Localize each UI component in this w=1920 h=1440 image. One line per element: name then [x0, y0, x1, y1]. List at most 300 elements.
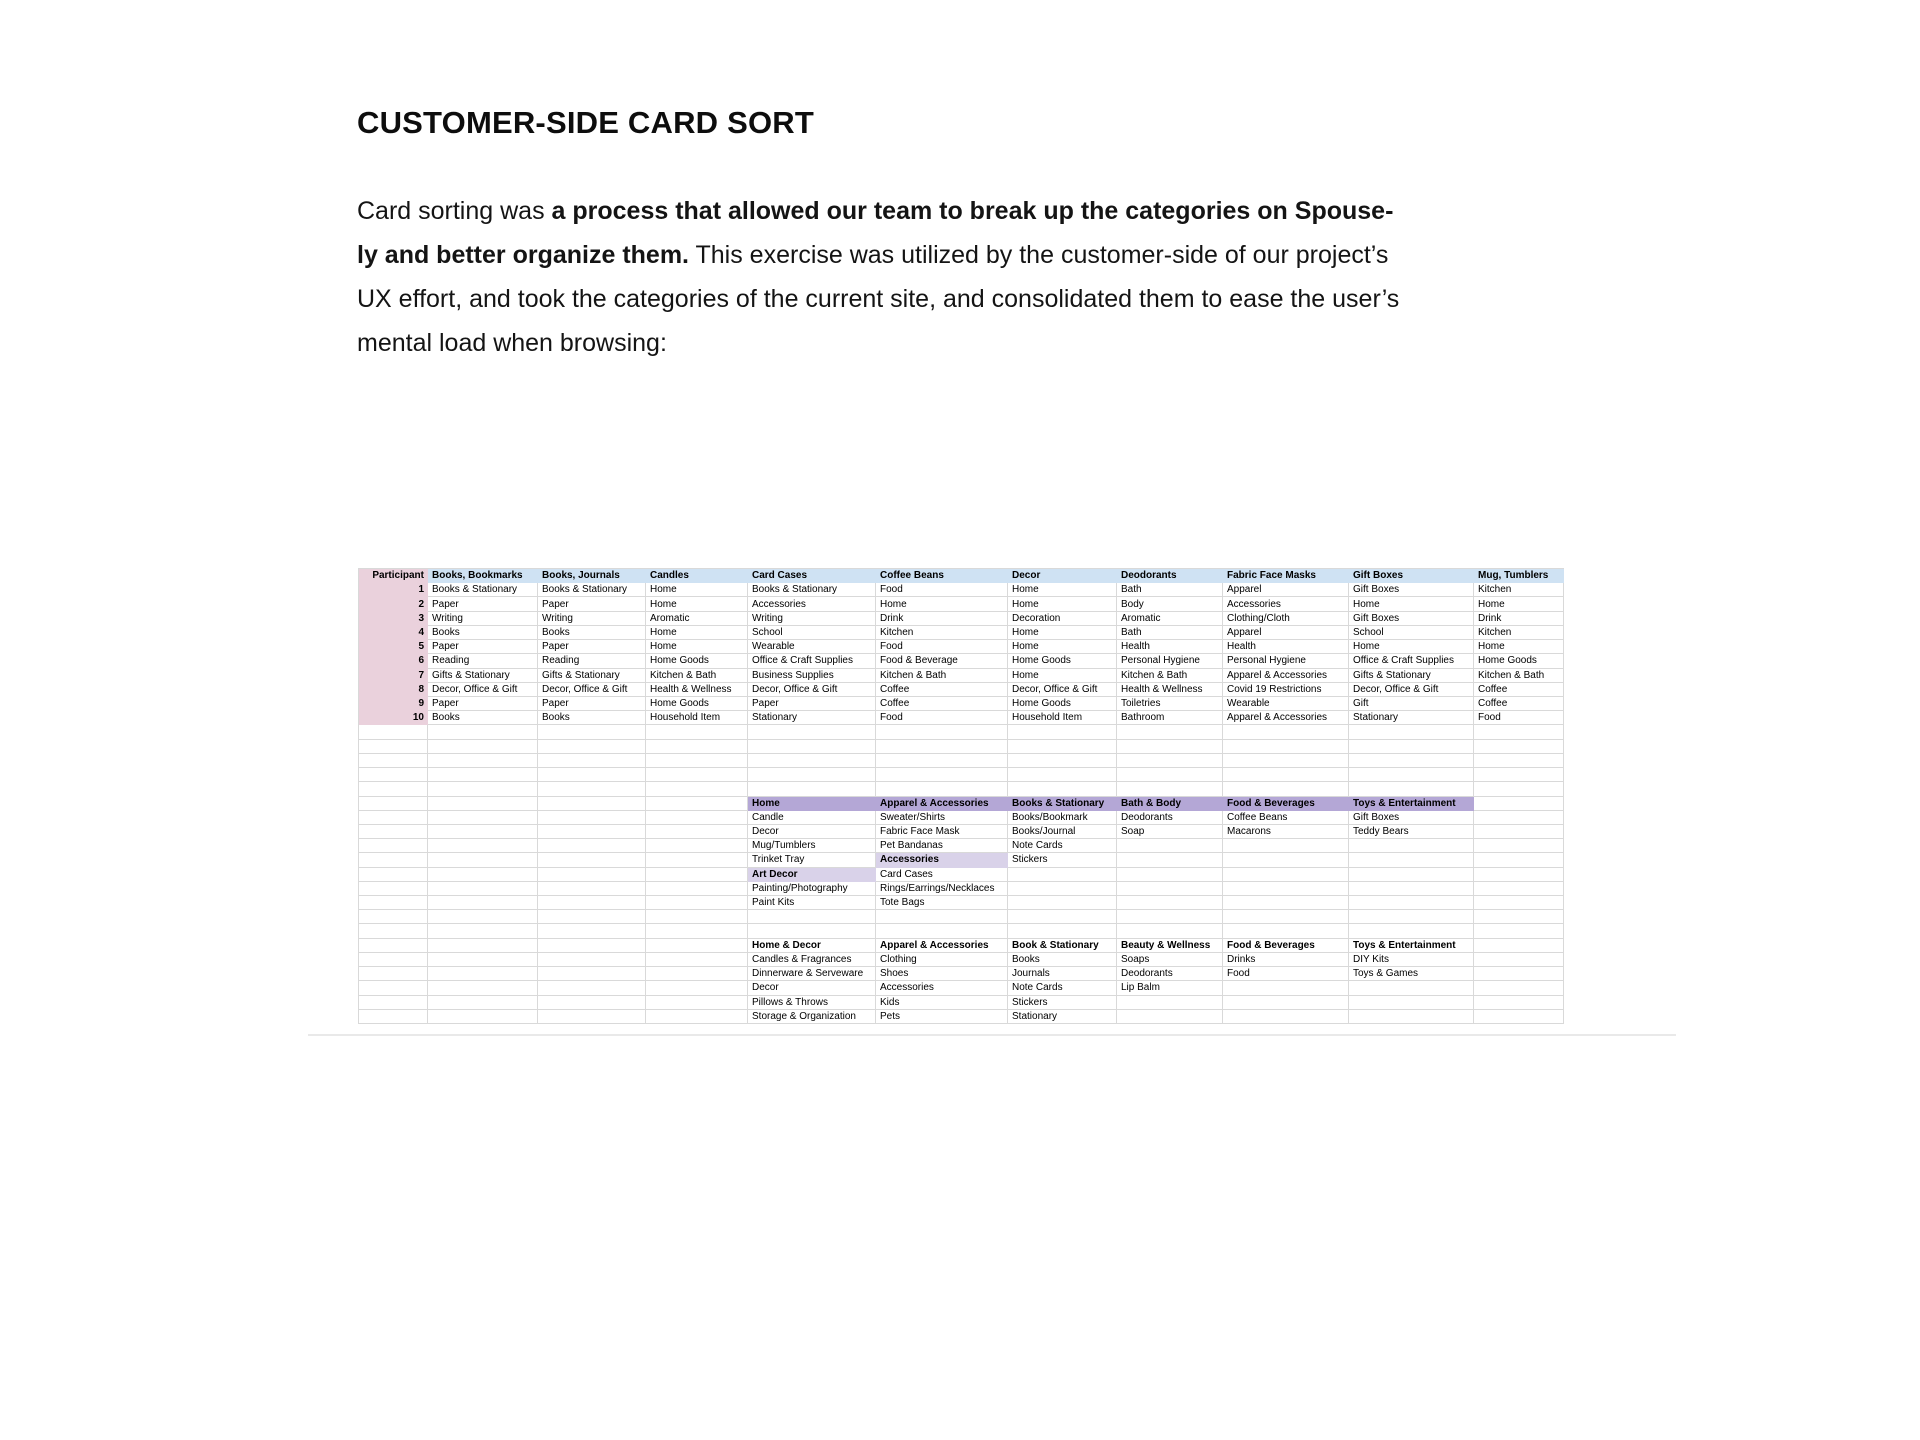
- sheet-cell-empty: [748, 910, 876, 924]
- sheet-cell: Deodorants: [1117, 967, 1223, 981]
- sheet-cell-empty: [1223, 910, 1349, 924]
- sheet-cell: Teddy Bears: [1349, 825, 1474, 839]
- sheet-cell: Fabric Face Mask: [876, 825, 1008, 839]
- sheet-cell-empty: [1117, 996, 1223, 1010]
- sheet-cell: Gift: [1349, 697, 1474, 711]
- sheet-cell-empty: [359, 996, 428, 1010]
- intro-text-segment: UX effort, and took the categories of the current site, and consolidated them to ease the user’s: [357, 285, 1400, 313]
- sheet-cell-empty: [1349, 839, 1474, 853]
- sheet-cell-empty: [1349, 768, 1474, 782]
- sheet-cell-empty: [538, 853, 646, 867]
- sheet-cell: Home: [1474, 640, 1564, 654]
- sheet-cell: Food: [876, 583, 1008, 597]
- sheet-cell-empty: [1117, 868, 1223, 882]
- sheet-cell: Wearable: [748, 640, 876, 654]
- sheet-cell: Bathroom: [1117, 711, 1223, 725]
- sheet-cell-empty: [1223, 996, 1349, 1010]
- sheet-cell-empty: [1008, 882, 1117, 896]
- intro-text-segment: This exercise was utilized by the customer-side of our project’s: [689, 241, 1389, 269]
- sheet-cell: Personal Hygiene: [1223, 654, 1349, 668]
- sheet-cell-empty: [1223, 725, 1349, 739]
- sheet-cell-empty: [538, 868, 646, 882]
- sheet-cell-empty: [876, 782, 1008, 796]
- column-header-cell: Candles: [646, 569, 748, 583]
- sheet-cell-empty: [748, 725, 876, 739]
- sheet-cell: Food & Beverage: [876, 654, 1008, 668]
- sheet-cell-empty: [428, 725, 538, 739]
- sheet-cell-empty: [359, 839, 428, 853]
- sheet-cell-empty: [1349, 924, 1474, 938]
- sheet-cell-empty: [428, 896, 538, 910]
- sheet-cell-empty: [876, 768, 1008, 782]
- sheet-cell: Home: [1008, 583, 1117, 597]
- sheet-cell: Apparel & Accessories: [1223, 669, 1349, 683]
- sheet-cell: Decor, Office & Gift: [1349, 683, 1474, 697]
- sheet-cell-empty: [1008, 740, 1117, 754]
- sheet-cell-empty: [646, 740, 748, 754]
- intro-paragraph: [357, 189, 1657, 365]
- sheet-cell-empty: [359, 811, 428, 825]
- sheet-cell-empty: [1008, 910, 1117, 924]
- sheet-cell-empty: [646, 996, 748, 1010]
- sheet-cell-empty: [876, 725, 1008, 739]
- page-title: CUSTOMER-SIDE CARD SORT: [357, 104, 814, 140]
- sheet-cell-empty: [1008, 896, 1117, 910]
- sheet-cell-empty: [359, 797, 428, 811]
- sheet-cell-empty: [359, 1010, 428, 1024]
- sheet-cell-empty: [428, 811, 538, 825]
- sheet-cell-empty: [876, 910, 1008, 924]
- sheet-cell: Office & Craft Supplies: [748, 654, 876, 668]
- sheet-cell-empty: [428, 825, 538, 839]
- sheet-cell-empty: [1349, 1010, 1474, 1024]
- final-group-header-cell: Apparel & Accessories: [876, 939, 1008, 953]
- sheet-cell-empty: [428, 967, 538, 981]
- sheet-cell: Food: [1223, 967, 1349, 981]
- sheet-cell-empty: [359, 825, 428, 839]
- sheet-cell-empty: [538, 882, 646, 896]
- sheet-cell: Coffee Beans: [1223, 811, 1349, 825]
- sheet-cell: Kitchen: [876, 626, 1008, 640]
- sheet-cell: Home: [1349, 597, 1474, 611]
- sheet-cell: Home: [1008, 640, 1117, 654]
- sheet-cell: Writing: [428, 612, 538, 626]
- column-header-cell: Gift Boxes: [1349, 569, 1474, 583]
- sheet-cell: Aromatic: [1117, 612, 1223, 626]
- sheet-cell: Accessories: [748, 597, 876, 611]
- sheet-cell-empty: [428, 797, 538, 811]
- sheet-cell-empty: [646, 797, 748, 811]
- sheet-cell-empty: [1349, 868, 1474, 882]
- sheet-cell-empty: [359, 740, 428, 754]
- sheet-cell: Gifts & Stationary: [1349, 669, 1474, 683]
- sheet-cell-empty: [646, 853, 748, 867]
- sheet-cell-empty: [1223, 839, 1349, 853]
- intro-bold-segment: a process that allowed our team to break up the categories on Spouse-: [551, 197, 1394, 225]
- sheet-cell: Home: [646, 640, 748, 654]
- sheet-cell-empty: [359, 868, 428, 882]
- intro-bold-segment: ly and better organize them.: [357, 241, 690, 269]
- sheet-cell: Writing: [748, 612, 876, 626]
- sheet-cell-empty: [646, 910, 748, 924]
- sheet-cell-empty: [428, 910, 538, 924]
- sheet-cell-empty: [428, 768, 538, 782]
- sheet-cell-empty: [428, 868, 538, 882]
- final-group-header-cell: Toys & Entertainment: [1349, 939, 1474, 953]
- sheet-cell: Drinks: [1223, 953, 1349, 967]
- sheet-cell: Kitchen & Bath: [1474, 669, 1564, 683]
- sheet-cell-empty: [428, 981, 538, 995]
- sheet-cell-empty: [359, 896, 428, 910]
- sheet-cell-empty: [1349, 896, 1474, 910]
- sheet-cell: Books: [538, 626, 646, 640]
- sheet-cell-empty: [538, 896, 646, 910]
- sheet-cell: Paper: [538, 597, 646, 611]
- sheet-cell-empty: [646, 754, 748, 768]
- intro-text-segment: mental load when browsing:: [357, 329, 667, 357]
- sheet-cell-empty: [1474, 967, 1564, 981]
- sheet-cell: Card Cases: [876, 868, 1008, 882]
- sheet-cell: Decor, Office & Gift: [748, 683, 876, 697]
- sheet-cell: Drink: [1474, 612, 1564, 626]
- sheet-cell: Kitchen & Bath: [876, 669, 1008, 683]
- sheet-cell: Decor, Office & Gift: [538, 683, 646, 697]
- sheet-cell: Decor: [748, 825, 876, 839]
- sheet-cell-empty: [359, 967, 428, 981]
- sheet-cell-empty: [1474, 782, 1564, 796]
- sheet-cell-empty: [1008, 768, 1117, 782]
- sheet-cell-empty: [359, 782, 428, 796]
- sheet-cell: Reading: [538, 654, 646, 668]
- sheet-cell: Books/Journal: [1008, 825, 1117, 839]
- sheet-cell-empty: [646, 868, 748, 882]
- sort-group-header-cell: Books & Stationary: [1008, 797, 1117, 811]
- sheet-cell-empty: [876, 924, 1008, 938]
- sheet-cell: Home: [1008, 597, 1117, 611]
- sheet-cell-empty: [1223, 782, 1349, 796]
- sheet-cell: Home Goods: [1008, 697, 1117, 711]
- sheet-cell-empty: [1474, 768, 1564, 782]
- sheet-cell: Decor, Office & Gift: [428, 683, 538, 697]
- sheet-cell-empty: [1223, 740, 1349, 754]
- card-sort-spreadsheet: [358, 568, 1564, 1024]
- sheet-cell-empty: [1223, 868, 1349, 882]
- sheet-cell: Home Goods: [646, 654, 748, 668]
- sheet-cell-empty: [1117, 768, 1223, 782]
- sheet-cell-empty: [1117, 782, 1223, 796]
- sheet-cell-empty: [646, 811, 748, 825]
- sheet-cell: Stickers: [1008, 853, 1117, 867]
- column-header-cell: Mug, Tumblers: [1474, 569, 1564, 583]
- sheet-cell-empty: [538, 768, 646, 782]
- sheet-cell-empty: [1474, 910, 1564, 924]
- sheet-cell: Health: [1117, 640, 1223, 654]
- sheet-cell-empty: [646, 981, 748, 995]
- sheet-cell-empty: [748, 740, 876, 754]
- participant-number-cell: 8: [359, 683, 428, 697]
- sheet-cell-empty: [428, 996, 538, 1010]
- column-header-cell: Card Cases: [748, 569, 876, 583]
- sheet-cell-empty: [1117, 839, 1223, 853]
- participant-number-cell: 1: [359, 583, 428, 597]
- sheet-cell-empty: [1474, 811, 1564, 825]
- sheet-cell-empty: [1117, 910, 1223, 924]
- sheet-cell: Painting/Photography: [748, 882, 876, 896]
- sheet-cell: Journals: [1008, 967, 1117, 981]
- sheet-cell: Stationary: [1008, 1010, 1117, 1024]
- sheet-cell: Soaps: [1117, 953, 1223, 967]
- sheet-cell: Note Cards: [1008, 981, 1117, 995]
- sheet-cell-empty: [359, 754, 428, 768]
- final-group-header-cell: Beauty & Wellness: [1117, 939, 1223, 953]
- sort-group-header-cell: Toys & Entertainment: [1349, 797, 1474, 811]
- sheet-cell-empty: [646, 924, 748, 938]
- participant-number-cell: 4: [359, 626, 428, 640]
- sheet-cell: Gift Boxes: [1349, 583, 1474, 597]
- sheet-cell: Apparel: [1223, 583, 1349, 597]
- sheet-cell: Paper: [428, 597, 538, 611]
- sheet-cell: Bath: [1117, 583, 1223, 597]
- sheet-cell: Kitchen: [1474, 626, 1564, 640]
- sheet-cell: Gifts & Stationary: [428, 669, 538, 683]
- sheet-cell-empty: [1117, 924, 1223, 938]
- sheet-cell: Kitchen & Bath: [646, 669, 748, 683]
- sheet-cell: Apparel & Accessories: [1223, 711, 1349, 725]
- sheet-cell: Stationary: [1349, 711, 1474, 725]
- sheet-cell-empty: [538, 996, 646, 1010]
- sheet-cell-empty: [428, 754, 538, 768]
- sheet-cell: Bath: [1117, 626, 1223, 640]
- sheet-cell: Storage & Organization: [748, 1010, 876, 1024]
- sheet-cell-empty: [1117, 740, 1223, 754]
- column-header-cell: Fabric Face Masks: [1223, 569, 1349, 583]
- sheet-cell: Home: [1474, 597, 1564, 611]
- sheet-cell-empty: [538, 725, 646, 739]
- sheet-cell-empty: [1117, 896, 1223, 910]
- sheet-cell: Business Supplies: [748, 669, 876, 683]
- sheet-cell-empty: [538, 1010, 646, 1024]
- sheet-cell-empty: [1474, 896, 1564, 910]
- sheet-cell-empty: [1223, 768, 1349, 782]
- sheet-cell: Home: [646, 597, 748, 611]
- sheet-cell: Stationary: [748, 711, 876, 725]
- sheet-cell: Kids: [876, 996, 1008, 1010]
- sheet-cell: Home Goods: [1474, 654, 1564, 668]
- sheet-cell: Home: [1008, 626, 1117, 640]
- sheet-cell-empty: [538, 910, 646, 924]
- column-header-cell: Decor: [1008, 569, 1117, 583]
- sheet-cell-empty: [1474, 754, 1564, 768]
- sheet-cell-empty: [1223, 924, 1349, 938]
- sheet-cell: Accessories: [1223, 597, 1349, 611]
- sheet-cell: Mug/Tumblers: [748, 839, 876, 853]
- sheet-cell-empty: [538, 981, 646, 995]
- sheet-cell-empty: [359, 939, 428, 953]
- sheet-cell-empty: [1349, 754, 1474, 768]
- sheet-cell-empty: [1474, 1010, 1564, 1024]
- sheet-cell: Home Goods: [1008, 654, 1117, 668]
- sheet-cell: Home: [646, 583, 748, 597]
- sheet-cell: Paint Kits: [748, 896, 876, 910]
- sheet-cell-empty: [1223, 896, 1349, 910]
- sheet-cell: Sweater/Shirts: [876, 811, 1008, 825]
- sheet-cell-empty: [1349, 996, 1474, 1010]
- sheet-cell: DIY Kits: [1349, 953, 1474, 967]
- sheet-cell: Writing: [538, 612, 646, 626]
- sheet-cell-empty: [1117, 725, 1223, 739]
- sheet-cell: Books & Stationary: [538, 583, 646, 597]
- sheet-cell: Drink: [876, 612, 1008, 626]
- embed-bottom-border: [308, 1034, 1676, 1036]
- sheet-cell-empty: [428, 953, 538, 967]
- participant-number-cell: 2: [359, 597, 428, 611]
- sheet-cell-empty: [646, 839, 748, 853]
- sheet-cell: Books: [428, 626, 538, 640]
- sheet-cell-empty: [538, 953, 646, 967]
- final-group-header-cell: Book & Stationary: [1008, 939, 1117, 953]
- sheet-cell-empty: [538, 924, 646, 938]
- sort-group-header-cell: Apparel & Accessories: [876, 797, 1008, 811]
- sheet-cell: Home: [1008, 669, 1117, 683]
- sheet-cell-empty: [359, 725, 428, 739]
- sheet-cell-empty: [1474, 882, 1564, 896]
- sheet-cell: Rings/Earrings/Necklaces: [876, 882, 1008, 896]
- participant-number-cell: 6: [359, 654, 428, 668]
- sheet-cell-empty: [1008, 754, 1117, 768]
- sheet-cell: Food: [876, 711, 1008, 725]
- sheet-cell-empty: [428, 740, 538, 754]
- sheet-cell-empty: [1349, 782, 1474, 796]
- intro-text-segment: Card sorting was: [357, 197, 552, 225]
- sheet-cell-empty: [428, 939, 538, 953]
- sheet-cell-empty: [1474, 839, 1564, 853]
- sheet-cell-empty: [646, 725, 748, 739]
- sheet-cell: Household Item: [1008, 711, 1117, 725]
- sheet-cell-empty: [538, 740, 646, 754]
- sheet-cell: Health & Wellness: [1117, 683, 1223, 697]
- sheet-cell-empty: [1008, 924, 1117, 938]
- column-header-cell: Books, Bookmarks: [428, 569, 538, 583]
- sheet-cell-empty: [646, 939, 748, 953]
- final-group-header-cell: Food & Beverages: [1223, 939, 1349, 953]
- sheet-cell: Coffee: [876, 697, 1008, 711]
- sheet-cell-empty: [1117, 754, 1223, 768]
- sheet-cell: Toiletries: [1117, 697, 1223, 711]
- sheet-cell-empty: [748, 768, 876, 782]
- sheet-cell-empty: [538, 939, 646, 953]
- sheet-cell-empty: [1223, 853, 1349, 867]
- sheet-cell-empty: [538, 797, 646, 811]
- participant-number-cell: 5: [359, 640, 428, 654]
- sheet-cell-empty: [359, 910, 428, 924]
- sheet-cell-empty: [1474, 981, 1564, 995]
- sheet-cell: Decor, Office & Gift: [1008, 683, 1117, 697]
- sheet-cell: Books/Bookmark: [1008, 811, 1117, 825]
- sheet-cell: Pets: [876, 1010, 1008, 1024]
- sheet-cell-empty: [1474, 996, 1564, 1010]
- sheet-cell: Paper: [428, 640, 538, 654]
- sheet-cell-empty: [428, 782, 538, 796]
- sheet-cell-empty: [1008, 868, 1117, 882]
- sheet-cell: Coffee: [1474, 697, 1564, 711]
- column-header-cell: Coffee Beans: [876, 569, 1008, 583]
- sheet-cell: Dinnerware & Serveware: [748, 967, 876, 981]
- sheet-cell-empty: [646, 782, 748, 796]
- sheet-cell-empty: [359, 981, 428, 995]
- sheet-cell: Home: [646, 626, 748, 640]
- sheet-cell: School: [748, 626, 876, 640]
- sheet-cell: Gifts & Stationary: [538, 669, 646, 683]
- sheet-cell: Personal Hygiene: [1117, 654, 1223, 668]
- sheet-cell-empty: [1474, 853, 1564, 867]
- sheet-cell-empty: [1008, 782, 1117, 796]
- sheet-cell-empty: [1474, 939, 1564, 953]
- sort-group-header-cell: Home: [748, 797, 876, 811]
- sheet-cell-empty: [359, 882, 428, 896]
- sheet-cell-empty: [538, 754, 646, 768]
- sheet-cell: Home Goods: [646, 697, 748, 711]
- sheet-cell: Gift Boxes: [1349, 811, 1474, 825]
- sheet-cell-empty: [748, 782, 876, 796]
- sheet-cell: Decor: [748, 981, 876, 995]
- sheet-cell-empty: [1349, 910, 1474, 924]
- subgroup-header-cell: Art Decor: [748, 868, 876, 882]
- sheet-cell-empty: [1349, 882, 1474, 896]
- sort-group-header-cell: Bath & Body: [1117, 797, 1223, 811]
- sheet-cell: Home: [1349, 640, 1474, 654]
- sheet-cell: Candles & Fragrances: [748, 953, 876, 967]
- sheet-cell-empty: [428, 882, 538, 896]
- sheet-cell: Wearable: [1223, 697, 1349, 711]
- participant-number-cell: 9: [359, 697, 428, 711]
- sheet-cell: Reading: [428, 654, 538, 668]
- sheet-cell: Paper: [428, 697, 538, 711]
- sheet-cell-empty: [538, 839, 646, 853]
- sheet-cell-empty: [1223, 1010, 1349, 1024]
- sheet-cell-empty: [428, 924, 538, 938]
- sheet-cell: Candle: [748, 811, 876, 825]
- sheet-cell-empty: [1117, 882, 1223, 896]
- final-group-header-cell: Home & Decor: [748, 939, 876, 953]
- sheet-cell-empty: [359, 853, 428, 867]
- sheet-cell-empty: [1117, 853, 1223, 867]
- sheet-cell-empty: [646, 882, 748, 896]
- sheet-cell-empty: [538, 782, 646, 796]
- sheet-cell-empty: [646, 967, 748, 981]
- sheet-cell-empty: [359, 924, 428, 938]
- participant-column-header: Participant: [359, 569, 428, 583]
- sheet-cell-empty: [359, 768, 428, 782]
- sheet-cell: Gift Boxes: [1349, 612, 1474, 626]
- sheet-cell: Coffee: [876, 683, 1008, 697]
- sheet-cell: School: [1349, 626, 1474, 640]
- sheet-cell-empty: [646, 1010, 748, 1024]
- participant-number-cell: 10: [359, 711, 428, 725]
- sheet-cell: Note Cards: [1008, 839, 1117, 853]
- sheet-cell: Books: [428, 711, 538, 725]
- sheet-cell-empty: [1349, 981, 1474, 995]
- sheet-cell-empty: [1117, 1010, 1223, 1024]
- sheet-cell: Toys & Games: [1349, 967, 1474, 981]
- sheet-cell: Deodorants: [1117, 811, 1223, 825]
- sheet-cell-empty: [1474, 868, 1564, 882]
- sheet-cell-empty: [538, 967, 646, 981]
- sheet-cell: Books & Stationary: [428, 583, 538, 597]
- sheet-cell: Books: [1008, 953, 1117, 967]
- column-header-cell: Books, Journals: [538, 569, 646, 583]
- sheet-cell-empty: [1474, 825, 1564, 839]
- sheet-cell-empty: [1474, 797, 1564, 811]
